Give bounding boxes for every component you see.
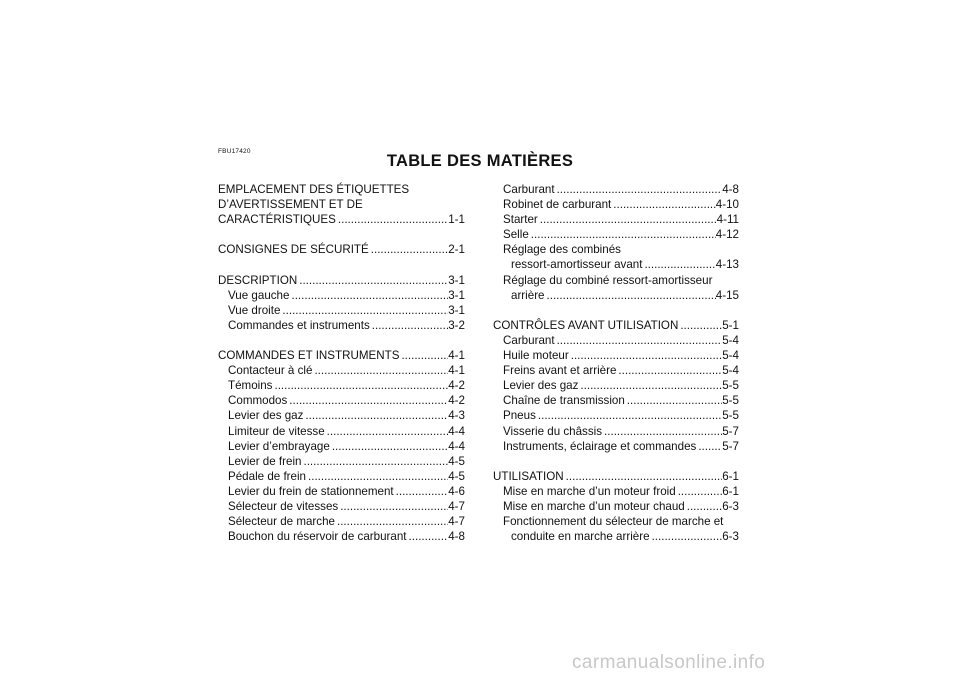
toc-page-number: 1-1 [448, 213, 465, 227]
dot-leader [303, 408, 448, 423]
toc-entry-row [218, 408, 465, 423]
toc-entry-title: Mise en marche d’un moteur chaud [503, 499, 685, 513]
dot-leader [407, 529, 449, 544]
toc-subsection-entry[interactable] [218, 393, 465, 408]
toc-entry-title: Carburant [503, 333, 555, 347]
toc-entry-title: CARACTÉRISTIQUES [218, 213, 336, 227]
toc-subsection-entry[interactable] [218, 424, 465, 439]
toc-page-number: 6-3 [722, 530, 739, 544]
toc-entry-title: ressort-amortisseur avant [511, 258, 643, 272]
toc-entry-row [493, 288, 739, 303]
toc-entry-row [218, 499, 465, 514]
toc-subsection-entry[interactable] [493, 348, 739, 363]
toc-subsection-entry[interactable] [218, 439, 465, 454]
toc-entry-title: arrière [511, 288, 545, 302]
toc-subsection-entry[interactable] [493, 227, 739, 242]
toc-spacer [218, 257, 465, 272]
dot-leader [569, 348, 723, 363]
dot-leader [555, 333, 723, 348]
dot-leader [650, 529, 723, 544]
dot-leader [370, 318, 448, 333]
toc-entry-title: Limiteur de vitesse [228, 424, 325, 438]
toc-subsection-entry[interactable] [493, 393, 739, 408]
toc-page-number: 5-4 [722, 333, 739, 347]
toc-entry-title: Sélecteur de vitesses [228, 499, 339, 513]
toc-section-entry[interactable] [218, 273, 465, 288]
toc-section-entry[interactable] [218, 242, 465, 257]
toc-entry-text-line: D’AVERTISSEMENT ET DE [218, 198, 363, 212]
toc-page-number: 5-4 [722, 349, 739, 363]
toc-subsection-entry[interactable] [218, 288, 465, 303]
toc-entry-text-line: EMPLACEMENT DES ÉTIQUETTES [218, 183, 410, 196]
toc-entry-row [218, 378, 465, 393]
toc-entry-title: Chaîne de transmission [503, 394, 625, 408]
toc-subsection-entry[interactable] [493, 182, 739, 197]
toc-entry-row [493, 499, 739, 514]
toc-entry-row [493, 469, 739, 484]
toc-entry-row [218, 454, 465, 469]
toc-entry-title: Levier des gaz [228, 409, 304, 423]
toc-entry-title: Freins avant et arrière [503, 364, 617, 378]
toc-entry-row [218, 288, 465, 303]
dot-leader [338, 499, 448, 514]
toc-entry-row [218, 393, 465, 408]
toc-page-number: 4-2 [448, 379, 465, 393]
toc-entry-title: Témoins [228, 379, 273, 393]
toc-subsection-entry[interactable] [493, 499, 739, 514]
toc-entry-row [218, 242, 465, 257]
toc-entry-title: Visserie du châssis [503, 424, 603, 438]
page-title: TABLE DES MATIÈRES [386, 152, 574, 170]
toc-subsection-entry[interactable] [218, 529, 465, 544]
toc-subsection-entry[interactable] [493, 378, 739, 393]
toc-subsection-entry[interactable] [493, 424, 739, 439]
dot-leader [696, 439, 722, 454]
toc-subsection-entry[interactable] [493, 408, 739, 423]
toc-entry-title: conduite en marche arrière [511, 530, 650, 544]
toc-page-number: 5-5 [722, 394, 739, 408]
toc-entry-title: Instruments, éclairage et commandes [503, 439, 697, 453]
toc-page-number: 4-6 [448, 484, 465, 498]
toc-page-number: 4-8 [722, 183, 739, 196]
toc-page-number: 5-4 [722, 364, 739, 378]
watermark: carmanualsonline.info [572, 652, 766, 673]
toc-entry-title: CONSIGNES DE SÉCURITÉ [218, 243, 369, 257]
dot-leader [394, 484, 449, 499]
dot-leader [301, 454, 448, 469]
toc-page-number: 5-7 [722, 424, 739, 438]
toc-entry-row [218, 484, 465, 499]
dot-leader [611, 197, 716, 212]
dot-leader [330, 439, 448, 454]
toc-entry-row [218, 273, 465, 288]
toc-page-number: 4-7 [448, 515, 465, 529]
dot-leader [369, 242, 448, 257]
toc-page-number: 4-5 [448, 454, 465, 468]
toc-entry-row [493, 393, 739, 408]
toc-right-column [493, 182, 739, 544]
dot-leader [536, 408, 722, 423]
toc-entry-title: Mise en marche d’un moteur froid [503, 484, 676, 498]
toc-subsection-entry[interactable] [493, 333, 739, 348]
toc-entry-row [493, 227, 739, 242]
toc-entry-title: Bouchon du réservoir de carburant [228, 530, 407, 544]
toc-page-number: 6-3 [722, 499, 739, 513]
section-code: FBU17420 [218, 148, 251, 155]
toc-subsection-entry[interactable] [493, 363, 739, 378]
toc-subsection-entry[interactable] [218, 499, 465, 514]
toc-entry-row [493, 424, 739, 439]
toc-page-number: 5-5 [722, 379, 739, 393]
dot-leader [312, 363, 448, 378]
toc-subsection-entry[interactable] [493, 514, 739, 544]
toc-entry-row [493, 212, 739, 227]
dot-leader [529, 227, 716, 242]
dot-leader [602, 424, 722, 439]
toc-entry-row [218, 318, 465, 333]
toc-entry-title: Huile moteur [503, 349, 569, 363]
toc-subsection-entry[interactable] [218, 363, 465, 378]
toc-page-number: 4-15 [715, 288, 739, 302]
toc-entry-title: DESCRIPTION [218, 273, 298, 287]
toc-entry-row [493, 318, 739, 333]
toc-subsection-entry[interactable] [218, 514, 465, 529]
toc-entry-row [218, 514, 465, 529]
dot-leader [336, 212, 448, 227]
dot-leader [272, 378, 448, 393]
toc-entry-title: UTILISATION [493, 469, 564, 483]
dot-leader [545, 288, 716, 303]
toc-subsection-entry[interactable] [493, 197, 739, 212]
toc-entry-title: Commodos [228, 394, 288, 408]
dot-leader [287, 393, 448, 408]
dot-leader [280, 303, 448, 318]
toc-entry-title: Pédale de frein [228, 469, 306, 483]
toc-subsection-entry[interactable] [218, 469, 465, 484]
toc-section-entry[interactable] [218, 182, 465, 227]
toc-subsection-entry[interactable] [493, 273, 739, 303]
toc-entry-title: Vue gauche [228, 288, 290, 302]
dot-leader [625, 393, 722, 408]
dot-leader [306, 469, 448, 484]
dot-leader [578, 378, 722, 393]
dot-leader [676, 484, 723, 499]
toc-page-number: 5-7 [722, 439, 739, 453]
toc-entry-title: Levier de frein [228, 454, 302, 468]
toc-entry-title: Carburant [503, 183, 555, 196]
dot-leader [642, 257, 715, 272]
toc-entry-text-line: Réglage du combiné ressort-amortisseur [503, 273, 713, 287]
toc-entry-title: Levier d’embrayage [228, 439, 330, 453]
toc-entry-title: Pneus [503, 409, 536, 423]
dot-leader [564, 469, 723, 484]
toc-entry-title: Commandes et instruments [228, 318, 370, 332]
toc-section-entry[interactable] [493, 318, 739, 333]
toc-entry-title: Vue droite [228, 303, 281, 317]
toc-entry-row [493, 348, 739, 363]
toc-subsection-entry[interactable] [218, 303, 465, 318]
toc-page-number: 4-1 [448, 364, 465, 378]
dot-leader [399, 348, 448, 363]
toc-spacer [493, 303, 739, 318]
toc-entry-row [493, 363, 739, 378]
toc-page-number: 3-1 [448, 288, 465, 302]
toc-page-number: 4-12 [715, 228, 739, 242]
toc-entry-row [493, 408, 739, 423]
toc-section-entry[interactable] [218, 348, 465, 363]
toc-subsection-entry[interactable] [493, 439, 739, 454]
toc-entry-row [218, 348, 465, 363]
dot-leader [555, 182, 723, 197]
toc-entry-row [493, 484, 739, 499]
toc-entry-text-line: Réglage des combinés [503, 243, 621, 257]
toc-entry-row [218, 529, 465, 544]
toc-entry-row [218, 469, 465, 484]
dot-leader [289, 288, 448, 303]
toc-subsection-entry[interactable] [218, 378, 465, 393]
toc-page-number: 3-2 [448, 318, 465, 332]
toc-page-number: 4-10 [715, 198, 739, 212]
toc-entry-row [493, 257, 739, 272]
toc-subsection-entry[interactable] [218, 408, 465, 423]
toc-entry-row [493, 378, 739, 393]
toc-subsection-entry[interactable] [493, 212, 739, 227]
toc-page-number: 4-3 [448, 409, 465, 423]
toc-page-number: 4-5 [448, 469, 465, 483]
toc-page-number: 4-13 [715, 258, 739, 272]
toc-page-number: 3-1 [448, 273, 465, 287]
toc-entry-row [493, 529, 739, 544]
dot-leader [616, 363, 722, 378]
toc-entry-row [218, 424, 465, 439]
toc-entry-title: Selle [503, 228, 529, 242]
toc-page-number: 4-8 [448, 530, 465, 544]
toc-spacer [218, 333, 465, 348]
toc-page-number: 6-1 [722, 484, 739, 498]
toc-entry-row [493, 439, 739, 454]
toc-page-number: 4-11 [716, 213, 739, 227]
toc-entry-row [493, 182, 739, 197]
dot-leader [685, 499, 723, 514]
dot-leader [297, 273, 448, 288]
toc-subsection-entry[interactable] [218, 454, 465, 469]
toc-entry-title: CONTRÔLES AVANT UTILISATION [493, 318, 679, 332]
toc-entry-row [218, 439, 465, 454]
toc-entry-row [218, 212, 465, 227]
toc-subsection-entry[interactable] [218, 484, 465, 499]
toc-section-entry[interactable] [493, 469, 739, 484]
dot-leader [538, 212, 717, 227]
toc-spacer [493, 454, 739, 469]
toc-left-column [218, 182, 465, 544]
toc-page-number: 5-5 [722, 409, 739, 423]
toc-entry-title: Contacteur à clé [228, 364, 313, 378]
toc-entry-row [493, 197, 739, 212]
toc-page-number: 2-1 [448, 243, 465, 257]
dot-leader [325, 424, 449, 439]
toc-page-number: 5-1 [722, 318, 739, 332]
toc-entry-row [218, 363, 465, 378]
toc-subsection-entry[interactable] [218, 318, 465, 333]
toc-entry-title: Starter [503, 213, 538, 227]
toc-entry-row [493, 333, 739, 348]
toc-page-number: 4-2 [448, 394, 465, 408]
toc-page-number: 3-1 [448, 303, 465, 317]
toc-entry-title: COMMANDES ET INSTRUMENTS [218, 349, 400, 363]
toc-entry-title: Robinet de carburant [503, 198, 612, 212]
toc-entry-title: Levier des gaz [503, 379, 579, 393]
toc-entry-text-line: Fonctionnement du sélecteur de marche et [503, 515, 724, 529]
toc-subsection-entry[interactable] [493, 484, 739, 499]
toc-page-number: 4-4 [448, 439, 465, 453]
toc-page-number: 6-1 [722, 469, 739, 483]
toc-entry-title: Sélecteur de marche [228, 515, 335, 529]
toc-entry-title: Levier du frein de stationnement [228, 484, 394, 498]
toc-page-number: 4-1 [448, 349, 465, 363]
toc-spacer [218, 227, 465, 242]
toc-page-number: 4-4 [448, 424, 465, 438]
toc-entry-row [218, 303, 465, 318]
toc-subsection-entry[interactable] [493, 242, 739, 272]
dot-leader [678, 318, 722, 333]
dot-leader [335, 514, 448, 529]
toc-page-number: 4-7 [448, 499, 465, 513]
